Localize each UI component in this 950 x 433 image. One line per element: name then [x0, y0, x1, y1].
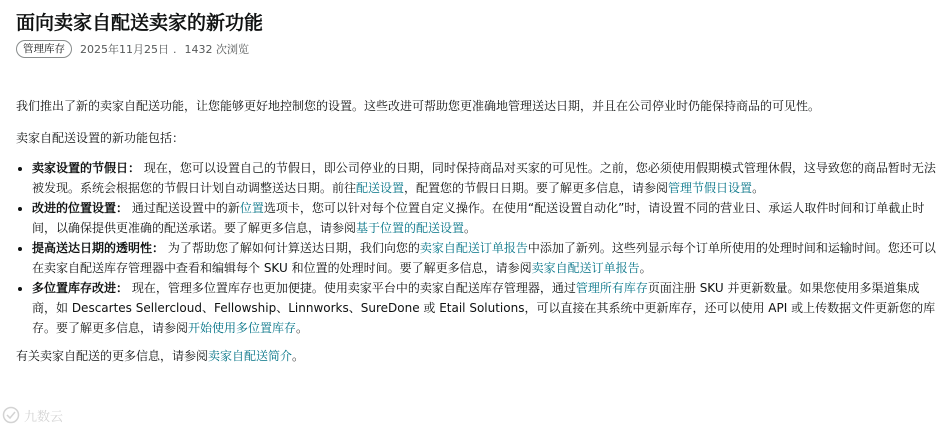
category-tag[interactable]: 管理库存	[16, 40, 72, 58]
publish-date: 2025年11月25日	[80, 43, 169, 56]
feature-text: 选项卡，您可以针对每个位置自定义操作。在使用“配送设置自动化”时，请设置不同的营业日、承运人取件时间和订单截止时间，以确保提供更准确的配送承诺。要了解更多信息，请参阅	[32, 201, 925, 235]
article-body	[16, 96, 940, 366]
article-meta	[16, 40, 249, 58]
list-item	[32, 198, 940, 238]
features-lead: 卖家自配送设置的新功能包括：	[16, 131, 185, 145]
feature-text: 现在，您可以设置自己的节假日，即公司停业的日期，同时保持商品对买家的可见性。之前，您必须使用假期模式管理休假，这导致您的商品暂时无法被发现。系统会根据您的节假日计划自动调整送达日期。前往	[32, 161, 936, 195]
feature-text: 。	[296, 321, 309, 335]
page-title: 面向卖家自配送卖家的新功能	[16, 12, 264, 34]
feature-title: 提高送达日期的透明性：	[32, 241, 165, 255]
multi-location-inventory-link[interactable]: 开始使用多位置库存	[188, 321, 297, 335]
list-item	[32, 158, 940, 198]
intro-paragraph: 我们推出了新的卖家自配送功能，让您能够更好地控制您的设置。这些改进可帮助您更准确地管理送达日期，并且在公司停业时仍能保持商品的可见性。	[16, 99, 821, 113]
feature-text: 为了帮助您了解如何计算送达日期，我们向您的	[167, 241, 420, 255]
feature-text: 页面注册 SKU 并更新数量。如果您使用多渠道集成商，如 Descartes Sellercloud、Fellowship、Linnworks、SureDone 或 Etail Solutions，可以直接在其系统中更新库存，还可以使用 API 或上传数据文件更新您的库存。要了解更多信息，请参阅	[32, 281, 936, 335]
meta-separator: .	[173, 42, 177, 56]
feature-text: 现在，管理多位置库存也更加便捷。使用卖家平台中的卖家自配送库存管理器，通过	[131, 281, 576, 295]
feature-text: 通过配送设置中的新	[131, 201, 240, 215]
footer-paragraph	[16, 346, 940, 366]
list-item	[32, 278, 940, 338]
location-tab-link[interactable]: 位置	[239, 201, 264, 215]
feature-title: 改进的位置设置：	[32, 201, 129, 215]
watermark-text: 九数云	[24, 409, 64, 425]
mfn-order-report-link[interactable]: 卖家自配送订单报告	[419, 241, 528, 255]
view-count: 1432 次浏览	[184, 43, 249, 56]
feature-text: 。	[752, 181, 765, 195]
footer-text: 。	[292, 349, 305, 363]
feature-text: 中添加了新列。这些列显示每个订单所使用的处理时间和运输时间。您还可以在卖家自配送库存管理器中查看和编辑每个 SKU 和位置的处理时间。要了解更多信息，请参阅	[32, 241, 936, 275]
feature-title: 卖家设置的节假日：	[32, 161, 141, 175]
footer-text: 有关卖家自配送的更多信息，请参阅	[16, 349, 209, 363]
feature-text: 。	[464, 221, 477, 235]
location-shipping-settings-link[interactable]: 基于位置的配送设置	[356, 221, 465, 235]
manage-all-inventory-link[interactable]: 管理所有库存	[575, 281, 648, 295]
feature-text: 。	[639, 261, 652, 275]
manage-holiday-settings-link[interactable]: 管理节假日设置	[668, 181, 753, 195]
feature-list	[16, 158, 940, 338]
watermark-logo-icon	[2, 406, 20, 424]
watermark	[2, 400, 122, 430]
shipping-settings-link[interactable]: 配送设置	[356, 181, 405, 195]
mfn-intro-link[interactable]: 卖家自配送简介	[208, 349, 293, 363]
list-item	[32, 238, 940, 278]
mfn-order-report-help-link[interactable]: 卖家自配送订单报告	[531, 261, 640, 275]
feature-text: ，配置您的节假日日期。要了解更多信息，请参阅	[404, 181, 669, 195]
feature-title: 多位置库存改进：	[32, 281, 129, 295]
